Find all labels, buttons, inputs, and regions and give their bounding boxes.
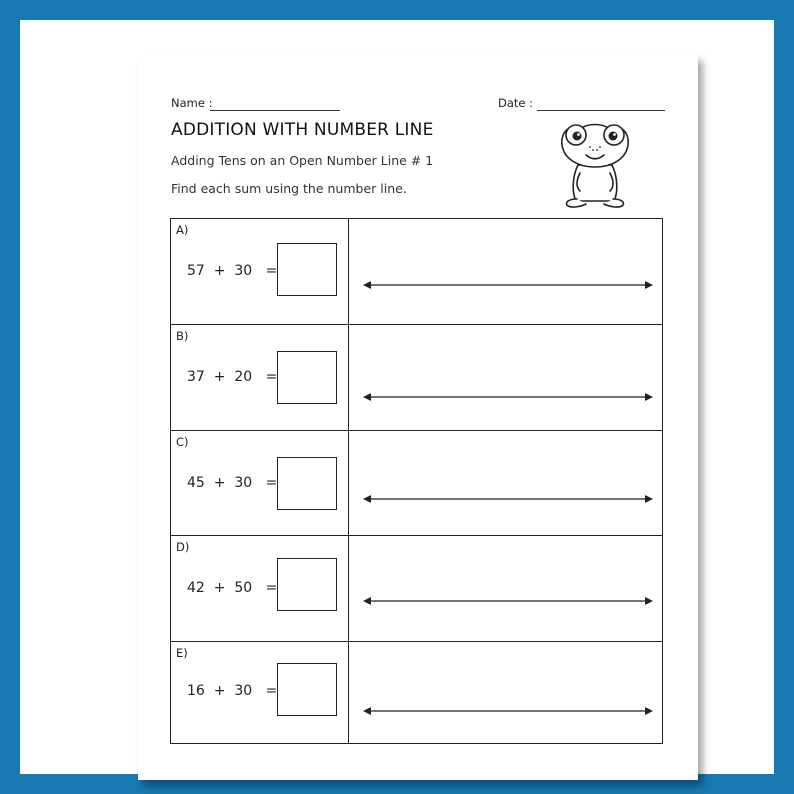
equals-sign: =	[265, 580, 278, 596]
worksheet-page	[138, 55, 698, 780]
problem-row-d	[171, 536, 662, 642]
plus-sign: +	[213, 683, 226, 699]
plus-sign: +	[213, 369, 226, 385]
frog-icon	[550, 111, 640, 215]
addend-2: 30	[234, 683, 253, 699]
addend-2: 50	[234, 580, 253, 596]
equals-sign: =	[265, 475, 278, 491]
problem-letter: A)	[176, 223, 189, 237]
worksheet-title: ADDITION WITH NUMBER LINE	[171, 120, 434, 140]
equals-sign: =	[265, 683, 278, 699]
problem-letter: C)	[176, 435, 189, 449]
answer-box[interactable]	[277, 663, 337, 716]
equation	[187, 580, 277, 596]
answer-box[interactable]	[277, 351, 337, 404]
number-line[interactable]	[363, 391, 653, 403]
problem-row-b	[171, 325, 662, 431]
date-label: Date :	[498, 96, 534, 110]
equals-sign: =	[265, 369, 278, 385]
answer-box[interactable]	[277, 558, 337, 611]
equation	[187, 683, 277, 699]
problem-row-a	[171, 219, 662, 325]
addend-2: 30	[234, 263, 253, 279]
addend-1: 57	[187, 263, 205, 279]
problem-row-c	[171, 431, 662, 536]
equation	[187, 263, 277, 279]
problem-row-e	[171, 642, 662, 743]
problem-letter: B)	[176, 329, 189, 343]
answer-box[interactable]	[277, 457, 337, 510]
plus-sign: +	[213, 580, 226, 596]
plus-sign: +	[213, 475, 226, 491]
number-line[interactable]	[363, 493, 653, 505]
answer-box[interactable]	[277, 243, 337, 296]
equation	[187, 475, 277, 491]
problem-letter: E)	[176, 646, 188, 660]
worksheet-subtitle: Adding Tens on an Open Number Line # 1	[171, 153, 434, 168]
name-label: Name :	[171, 96, 213, 110]
addend-1: 16	[187, 683, 205, 699]
addend-1: 37	[187, 369, 205, 385]
problems-table	[170, 218, 663, 744]
number-line[interactable]	[363, 595, 653, 607]
addend-1: 42	[187, 580, 205, 596]
number-line[interactable]	[363, 279, 653, 291]
equation	[187, 369, 277, 385]
equals-sign: =	[265, 263, 278, 279]
addend-2: 30	[234, 475, 253, 491]
addend-2: 20	[234, 369, 253, 385]
instructions: Find each sum using the number line.	[171, 181, 407, 196]
problem-letter: D)	[176, 540, 190, 554]
addend-1: 45	[187, 475, 205, 491]
number-line[interactable]	[363, 705, 653, 717]
plus-sign: +	[213, 263, 226, 279]
name-field[interactable]	[210, 110, 340, 111]
